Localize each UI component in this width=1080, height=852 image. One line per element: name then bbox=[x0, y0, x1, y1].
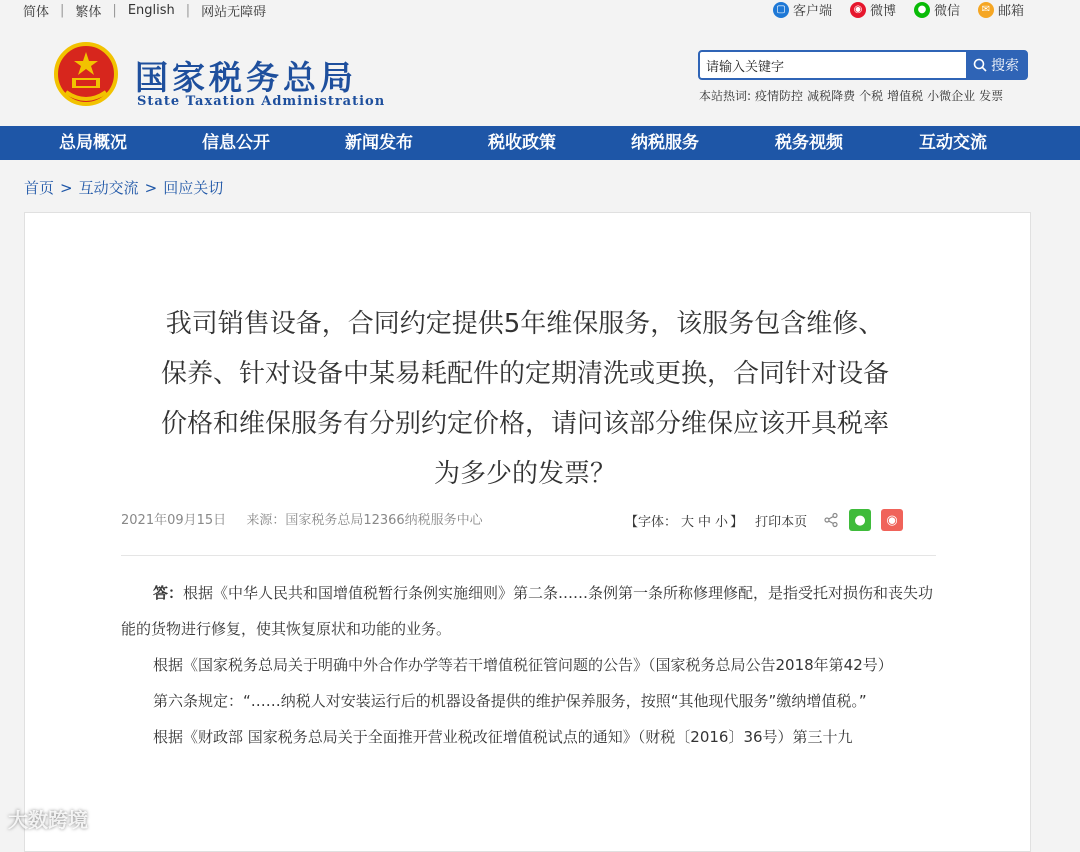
weibo-label: 微博 bbox=[869, 4, 896, 19]
accessibility-link[interactable]: 网站无障碍 bbox=[201, 5, 267, 20]
weibo-link[interactable] bbox=[850, 0, 896, 19]
wechat-link[interactable] bbox=[914, 0, 960, 19]
paragraph-text: 根据《中华人民共和国增值税暂行条例实施细则》第二条……条例第一条所称修理修配，是指受托对损伤和丧失功能的货物进行修复，使其恢复原状和功能的业务。 bbox=[121, 584, 934, 638]
search-input[interactable] bbox=[700, 52, 966, 78]
hot-word[interactable]: 发票 bbox=[979, 89, 1004, 103]
nav-item-video[interactable]: 税务视频 bbox=[775, 133, 843, 153]
breadcrumb-home[interactable]: 首页 bbox=[24, 179, 55, 197]
search-button-label: 搜索 bbox=[991, 58, 1019, 74]
mail-link[interactable] bbox=[978, 0, 1024, 19]
hot-word[interactable]: 减税降费 bbox=[807, 89, 856, 103]
search-button[interactable] bbox=[966, 52, 1026, 78]
hot-word[interactable]: 个税 bbox=[859, 89, 884, 103]
top-utility-bar bbox=[0, 0, 1080, 22]
search-box bbox=[698, 50, 1028, 80]
hot-word[interactable]: 增值税 bbox=[887, 89, 924, 103]
site-title-en: State Taxation Administration bbox=[137, 94, 386, 109]
hot-word[interactable]: 疫情防控 bbox=[755, 89, 804, 103]
paragraph: 根据《财政部 国家税务总局关于全面推开营业税改征增值税试点的通知》（财税〔2016〕36号）第三十九 bbox=[153, 728, 853, 746]
article-meta bbox=[121, 509, 499, 528]
site-title-cn[interactable]: 国家税务总局 bbox=[135, 58, 357, 97]
breadcrumb bbox=[24, 177, 223, 198]
paragraph bbox=[121, 575, 939, 647]
wechat-share-icon[interactable]: ● bbox=[849, 509, 871, 531]
nav-item-info[interactable]: 信息公开 bbox=[202, 133, 270, 153]
nav-item-news[interactable]: 新闻发布 bbox=[345, 133, 413, 153]
site-header bbox=[0, 22, 1080, 126]
lang-simplified[interactable]: 简体 bbox=[23, 5, 50, 20]
language-switcher bbox=[23, 1, 266, 20]
nav-item-policy[interactable]: 税收政策 bbox=[488, 133, 556, 153]
client-icon: ▢ bbox=[773, 2, 789, 18]
article-card bbox=[24, 212, 1031, 852]
weibo-icon: ◉ bbox=[850, 2, 866, 18]
hot-word[interactable]: 小微企业 bbox=[927, 89, 976, 103]
breadcrumb-separator: > bbox=[60, 179, 73, 197]
font-size-medium[interactable]: 中 bbox=[698, 514, 712, 530]
answer-label: 答： bbox=[153, 584, 184, 602]
separator: | bbox=[185, 3, 191, 18]
font-size-small[interactable]: 小 bbox=[715, 514, 729, 530]
lang-traditional[interactable]: 繁体 bbox=[75, 5, 102, 20]
nav-item-interaction[interactable]: 互动交流 bbox=[919, 133, 987, 153]
share-icon[interactable] bbox=[823, 512, 839, 528]
main-nav bbox=[0, 126, 1080, 160]
article-title: 我司销售设备，合同约定提供5年维保服务，该服务包含维修、保养、针对设备中某易耗配件的定期清洗或更换，合同针对设备价格和维保服务有分别约定价格，请问该部分维保应该开具税率为多少的发票？ bbox=[160, 309, 889, 489]
mail-label: 邮箱 bbox=[997, 4, 1024, 19]
article-source: 来源：国家税务总局12366纳税服务中心 bbox=[246, 513, 483, 528]
separator: | bbox=[112, 3, 117, 18]
mail-icon: ✉ bbox=[978, 2, 994, 18]
divider bbox=[121, 555, 936, 556]
paragraph: 第六条规定：“……纳税人对安装运行后的机器设备提供的维护保养服务，按照“其他现代服务”缴纳增值税。” bbox=[153, 692, 867, 710]
hot-words-label: 本站热词: bbox=[699, 89, 752, 103]
hot-words bbox=[699, 87, 1003, 104]
social-links bbox=[773, 0, 1024, 19]
paragraph: 根据《国家税务总局关于明确中外合作办学等若干增值税征管问题的公告》（国家税务总局公告2018年第42号） bbox=[153, 656, 893, 674]
client-label: 客户端 bbox=[792, 4, 832, 19]
separator: | bbox=[60, 3, 65, 18]
breadcrumb-interaction[interactable]: 互动交流 bbox=[78, 179, 139, 197]
nav-item-overview[interactable]: 总局概况 bbox=[59, 133, 127, 153]
national-emblem-icon[interactable] bbox=[52, 40, 120, 108]
print-button[interactable]: 打印本页 bbox=[755, 514, 808, 530]
weibo-share-icon[interactable]: ◉ bbox=[881, 509, 903, 531]
wechat-label: 微信 bbox=[933, 4, 960, 19]
breadcrumb-response[interactable]: 回应关切 bbox=[163, 179, 224, 197]
breadcrumb-separator: > bbox=[144, 179, 158, 197]
article-body bbox=[121, 575, 939, 755]
font-size-large[interactable]: 大 bbox=[681, 514, 695, 530]
article-date: 2021年09月15日 bbox=[121, 513, 227, 528]
wechat-icon: ● bbox=[914, 2, 930, 18]
watermark-text: 大数跨境 bbox=[8, 808, 88, 832]
font-size-close: 】 bbox=[730, 514, 744, 530]
search-icon bbox=[973, 58, 987, 72]
article-tools bbox=[625, 509, 903, 531]
client-link[interactable] bbox=[773, 0, 832, 19]
font-size-label: 【字体： bbox=[625, 514, 678, 530]
lang-english[interactable]: English bbox=[127, 3, 175, 18]
nav-item-service[interactable]: 纳税服务 bbox=[631, 133, 699, 153]
